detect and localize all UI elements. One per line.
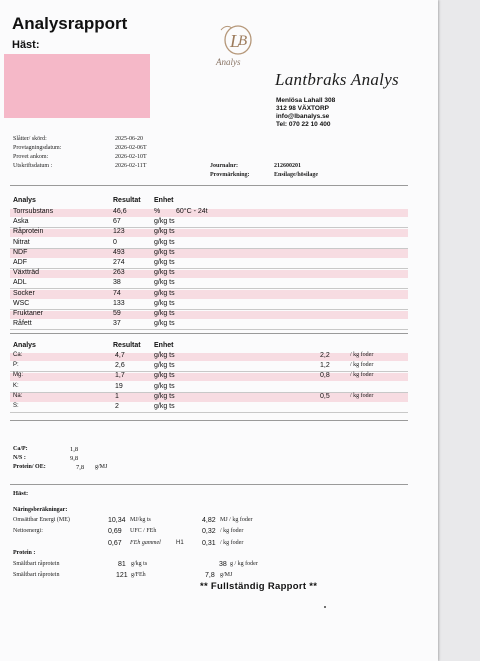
analysis-name: NDF — [13, 248, 28, 256]
section-divider — [10, 333, 408, 334]
mineral-name: Na: — [13, 392, 23, 399]
row-rule — [10, 288, 408, 289]
journal-label: Journalnr: — [210, 163, 239, 169]
horse-label: Häst: — [12, 39, 40, 51]
analysis-name: Fruktaner — [13, 310, 43, 317]
stray-mark — [324, 606, 326, 608]
analysis-unit: g/kg ts — [154, 299, 175, 307]
row-band — [10, 209, 408, 218]
col-header-resultat: Resultat — [113, 342, 141, 349]
logo-word: Analys — [216, 57, 241, 67]
analysis-unit: g/kg ts — [154, 259, 175, 266]
row-rule — [10, 227, 408, 228]
analysis-unit: % — [154, 208, 161, 215]
analysis-result: 133 — [113, 299, 125, 307]
row-rule — [10, 309, 408, 310]
mineral-result: 1,7 — [115, 372, 125, 380]
mineral-feed-value: 0,5 — [320, 392, 330, 400]
address-line: 312 98 VÄXTORP — [276, 105, 329, 112]
energy-unit: UFC / FEh — [130, 528, 157, 534]
mineral-result: 1 — [115, 392, 119, 400]
energy-value: 0,67 — [108, 540, 122, 547]
ratio-value: 1,8 — [70, 446, 79, 453]
ratio-unit: g/MJ — [95, 464, 108, 470]
row-rule — [10, 268, 408, 269]
mineral-feed-value: 2,2 — [320, 352, 330, 359]
analysis-unit: g/kg ts — [154, 269, 175, 277]
ratio-label: Protein/ OE: — [13, 464, 46, 470]
col-header-enhet: Enhet — [154, 342, 174, 349]
analysis-unit: g/kg ts — [154, 320, 175, 328]
company-phone: Tel: 070 22 10 400 — [276, 121, 331, 128]
horse-section-label: Häst: — [13, 490, 29, 497]
mineral-result: 2,6 — [115, 362, 125, 370]
analysis-name: Råfett — [13, 320, 32, 328]
row-rule — [10, 412, 408, 413]
mineral-unit: g/kg ts — [154, 372, 175, 380]
mineral-unit: g/kg ts — [154, 403, 175, 410]
sample-label: Provmärkning: — [210, 172, 250, 178]
analysis-result: 38 — [113, 279, 121, 287]
meta-label: Slåtter/ skörd: — [13, 136, 47, 142]
energy-label: Omsättbar Energi (ME) — [13, 517, 70, 523]
analysis-result: 59 — [113, 310, 121, 317]
section-divider — [10, 185, 408, 186]
energy-feed-value: 0,31 — [202, 540, 216, 547]
row-rule — [10, 248, 408, 249]
address-line: Menlösa Lahall 308 — [276, 97, 336, 104]
protein-value: 81 — [118, 561, 126, 568]
col-header-analys: Analys — [13, 197, 36, 204]
mineral-result: 19 — [115, 382, 123, 390]
meta-label: Utskriftsdatum : — [13, 163, 53, 169]
analysis-name: Växtträd — [13, 269, 40, 277]
protein-feed-unit: g / kg foder — [230, 561, 258, 567]
mineral-unit: g/kg ts — [154, 362, 175, 370]
mineral-unit: g/kg ts — [154, 352, 175, 359]
energy-value: 10,34 — [108, 517, 126, 524]
mineral-result: 4,7 — [115, 352, 125, 359]
sample-value: Ensilage/hösilage — [274, 172, 319, 178]
energy-extra: H1 — [176, 540, 184, 546]
mineral-feed-unit: / kg foder — [350, 392, 374, 399]
analysis-unit: g/kg ts — [154, 248, 175, 256]
protein-heading: Protein : — [13, 550, 36, 556]
analysis-result: 263 — [113, 269, 125, 277]
analysis-result: 493 — [113, 248, 125, 256]
row-rule — [10, 329, 408, 330]
analysis-name: ADF — [13, 259, 27, 266]
section-divider — [10, 484, 408, 485]
company-name: Lantbraks Analys — [275, 70, 399, 89]
protein-value: 121 — [116, 572, 128, 579]
journal-number: 212600201 — [274, 163, 301, 169]
analysis-note: 60°C - 24t — [176, 208, 208, 215]
analysis-unit: g/kg ts — [154, 310, 175, 317]
analysis-name: ADL — [13, 279, 27, 287]
energy-feed-unit: / kg foder — [220, 540, 244, 546]
protein-label: Smältbart råprotein — [13, 572, 60, 578]
row-band — [10, 353, 408, 362]
energy-label: Nettoenergi: — [13, 528, 43, 534]
meta-value: 2025-06-20 — [115, 136, 143, 142]
analysis-name: Socker — [13, 289, 35, 297]
mineral-name: S: — [13, 403, 19, 409]
row-band — [10, 373, 408, 382]
ratio-label: N/S : — [13, 455, 26, 461]
row-band — [10, 393, 408, 402]
section-divider — [10, 420, 408, 421]
meta-value: 2026-02-06T — [115, 145, 147, 151]
row-band — [10, 311, 408, 320]
analysis-name: Torrsubstans — [13, 208, 54, 215]
energy-feed-unit: MJ / kg foder — [220, 517, 253, 523]
analysis-result: 67 — [113, 218, 121, 226]
protein-unit: g/FEh — [131, 572, 146, 578]
analysis-name: Aska — [13, 218, 29, 226]
protein-unit: g/kg ts — [131, 561, 148, 567]
analysis-result: 274 — [113, 259, 125, 266]
col-header-resultat: Resultat — [113, 197, 141, 204]
report-title: Analysrapport — [12, 14, 128, 33]
ratio-value: 9,8 — [70, 455, 79, 462]
analysis-name: Nitrat — [13, 238, 30, 246]
mineral-feed-value: 1,2 — [320, 362, 330, 370]
mineral-feed-unit: / kg foder — [350, 352, 374, 358]
analysis-name: Råprotein — [13, 228, 44, 236]
protein-label: Smältbart råprotein — [13, 561, 60, 567]
mineral-feed-unit: / kg foder — [350, 372, 374, 379]
mineral-name: Mg: — [13, 372, 24, 379]
mineral-name: K: — [13, 382, 19, 389]
protein-feed-unit: g/MJ — [220, 572, 233, 578]
row-rule — [10, 392, 408, 393]
col-header-analys: Analys — [13, 342, 36, 349]
row-rule — [10, 371, 408, 372]
energy-unit: MJ/kg ts — [130, 517, 151, 523]
ratio-value: 7,8 — [76, 464, 85, 471]
mineral-unit: g/kg ts — [154, 392, 175, 400]
mineral-unit: g/kg ts — [154, 382, 175, 390]
mineral-result: 2 — [115, 403, 119, 410]
meta-label: Provet ankom: — [13, 154, 49, 160]
svg-text:B: B — [238, 33, 248, 49]
mineral-feed-value: 0,8 — [320, 372, 330, 380]
analysis-unit: g/kg ts — [154, 228, 175, 236]
mineral-name: P: — [13, 362, 19, 369]
analysis-unit: g/kg ts — [154, 289, 175, 297]
analysis-result: 37 — [113, 320, 121, 328]
meta-value: 2026-02-11T — [115, 163, 147, 169]
analysis-unit: g/kg ts — [154, 238, 175, 246]
analysis-unit: g/kg ts — [154, 218, 175, 226]
energy-value: 0,69 — [108, 528, 122, 535]
row-band — [10, 229, 408, 238]
protein-feed-value: 38 — [219, 561, 227, 568]
analysis-result: 74 — [113, 289, 121, 297]
analysis-result: 46,6 — [113, 208, 127, 215]
calc-heading: Näringsberäkningar: — [13, 507, 68, 513]
mineral-name: Ca: — [13, 352, 23, 358]
redacted-block — [4, 54, 150, 118]
col-header-enhet: Enhet — [154, 197, 174, 204]
protein-feed-value: 7,8 — [205, 572, 215, 579]
full-report-label: ** Fullständig Rapport ** — [200, 581, 318, 592]
row-band — [10, 270, 408, 279]
row-band — [10, 290, 408, 299]
meta-label: Provtagningsdatum: — [13, 145, 62, 151]
energy-feed-value: 4,82 — [202, 517, 216, 524]
energy-feed-value: 0,32 — [202, 528, 216, 535]
energy-unit: FEh gammel — [130, 540, 161, 546]
analysis-result: 0 — [113, 238, 117, 246]
company-email: info@lbanalys.se — [276, 113, 330, 120]
analysis-result: 123 — [113, 228, 125, 236]
mineral-feed-unit: / kg foder — [350, 362, 374, 369]
analysis-unit: g/kg ts — [154, 279, 175, 287]
energy-feed-unit: / kg foder — [220, 528, 244, 534]
ratio-label: Ca/P: — [13, 446, 28, 452]
analysis-name: WSC — [13, 299, 30, 307]
svg-text:L: L — [230, 31, 241, 51]
logo-mark-icon — [212, 20, 264, 60]
row-band — [10, 249, 408, 258]
meta-value: 2026-02-10T — [115, 154, 147, 160]
